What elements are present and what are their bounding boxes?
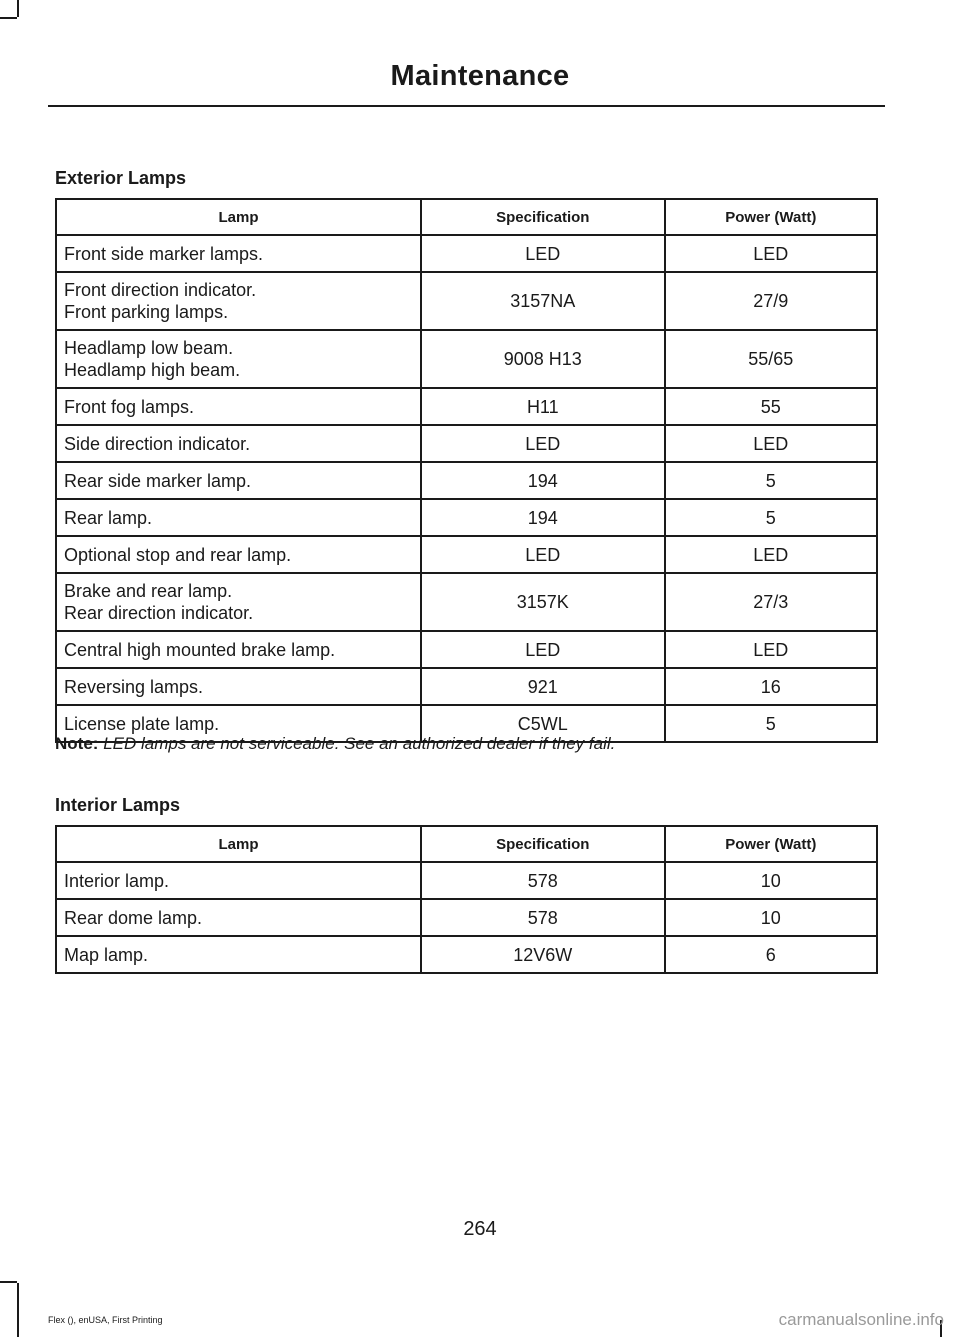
lamp-name: Front fog lamps. — [64, 396, 195, 417]
spec-cell: 578 — [421, 862, 665, 899]
spec-cell: 3157K — [421, 573, 664, 631]
table-row — [56, 235, 877, 272]
header-rule — [48, 105, 885, 107]
table-row — [56, 388, 877, 425]
lamp-cell — [56, 899, 421, 936]
lamp-cell — [56, 235, 421, 272]
table-row — [56, 462, 877, 499]
lamp-cell — [56, 330, 421, 388]
lamp-cell — [56, 388, 421, 425]
table-row — [56, 272, 877, 330]
power-cell: 6 — [665, 936, 877, 973]
lamp-name: Rear dome lamp. — [64, 907, 203, 928]
power-cell: 5 — [665, 462, 877, 499]
table-header-row — [56, 199, 877, 235]
table-row — [56, 668, 877, 705]
edition-footer: Flex (), enUSA, First Printing — [48, 1315, 163, 1325]
lamp-name: Map lamp. — [64, 944, 149, 965]
spec-cell: 9008 H13 — [421, 330, 664, 388]
lamp-cell — [56, 499, 421, 536]
power-cell: 5 — [665, 705, 877, 742]
table-row — [56, 862, 877, 899]
lamp-cell — [56, 631, 421, 668]
lamp-cell — [56, 425, 421, 462]
table-row — [56, 631, 877, 668]
lamp-name: Front direction indicator. — [64, 280, 257, 300]
table-row — [56, 499, 877, 536]
lamp-name: Side direction indicator. — [64, 433, 251, 454]
lamp-name: Headlamp high beam. — [64, 360, 241, 380]
page-title: Maintenance — [390, 60, 570, 92]
spec-cell: C5WL — [421, 705, 664, 742]
table-row — [56, 899, 877, 936]
power-cell: 16 — [665, 668, 877, 705]
lamp-name: Front side marker lamps. — [64, 243, 264, 264]
crop-mark-bottom-left-v — [17, 1283, 19, 1337]
power-cell: 10 — [665, 862, 877, 899]
lamp-name: Reversing lamps. — [64, 676, 204, 697]
table-row — [56, 330, 877, 388]
lamp-cell — [56, 272, 421, 330]
note-label: Note: — [55, 734, 99, 753]
lamp-cell — [56, 936, 421, 973]
lamp-name: Rear direction indicator. — [64, 603, 254, 623]
power-cell: 5 — [665, 499, 877, 536]
power-cell: LED — [665, 631, 877, 668]
spec-cell: LED — [421, 536, 664, 573]
lamp-name: License plate lamp. — [64, 713, 220, 734]
crop-mark-bottom-left — [0, 1281, 17, 1283]
spec-cell: 3157NA — [421, 272, 664, 330]
power-cell: LED — [665, 425, 877, 462]
lamp-name: Headlamp low beam. — [64, 338, 234, 358]
lamp-name: Rear lamp. — [64, 507, 153, 528]
power-cell: 10 — [665, 899, 877, 936]
lamp-name: Central high mounted brake lamp. — [64, 639, 336, 660]
lamp-cell — [56, 862, 421, 899]
exterior-lamps-heading: Exterior Lamps — [55, 168, 187, 188]
exterior-lamps-table — [55, 198, 878, 743]
led-note — [55, 734, 615, 754]
lamp-cell — [56, 536, 421, 573]
lamp-name: Optional stop and rear lamp. — [64, 544, 292, 565]
table-row — [56, 573, 877, 631]
power-cell: 55/65 — [665, 330, 877, 388]
lamp-cell — [56, 573, 421, 631]
column-header-specification: Specification — [421, 199, 664, 235]
column-header-power: Power (Watt) — [665, 199, 877, 235]
spec-cell: LED — [421, 235, 664, 272]
lamp-name: Brake and rear lamp. — [64, 581, 233, 601]
lamp-name: Front parking lamps. — [64, 302, 229, 322]
spec-cell: 194 — [421, 462, 664, 499]
power-cell: LED — [665, 235, 877, 272]
table-row — [56, 936, 877, 973]
watermark: carmanualsonline.info — [778, 1310, 944, 1329]
spec-cell: 12V6W — [421, 936, 665, 973]
page-number: 264 — [463, 1218, 497, 1240]
spec-cell: 921 — [421, 668, 664, 705]
column-header-specification: Specification — [421, 826, 665, 862]
spec-cell: 194 — [421, 499, 664, 536]
interior-lamps-heading: Interior Lamps — [55, 795, 181, 815]
power-cell: 27/3 — [665, 573, 877, 631]
spec-cell: H11 — [421, 388, 664, 425]
power-cell: 55 — [665, 388, 877, 425]
crop-mark-top-left-v — [17, 0, 19, 17]
note-text: LED lamps are not serviceable. See an authorized dealer if they fail. — [103, 734, 616, 753]
spec-cell: 578 — [421, 899, 665, 936]
lamp-name: Interior lamp. — [64, 870, 170, 891]
interior-lamps-table — [55, 825, 878, 974]
spec-cell: LED — [421, 425, 664, 462]
table-row — [56, 536, 877, 573]
table-header-row — [56, 826, 877, 862]
column-header-power: Power (Watt) — [665, 826, 877, 862]
power-cell: LED — [665, 536, 877, 573]
crop-mark-top-left — [0, 17, 17, 19]
column-header-lamp: Lamp — [56, 199, 421, 235]
table-row — [56, 425, 877, 462]
column-header-lamp: Lamp — [56, 826, 421, 862]
lamp-name: Rear side marker lamp. — [64, 470, 252, 491]
lamp-cell — [56, 668, 421, 705]
lamp-cell — [56, 462, 421, 499]
spec-cell: LED — [421, 631, 664, 668]
power-cell: 27/9 — [665, 272, 877, 330]
